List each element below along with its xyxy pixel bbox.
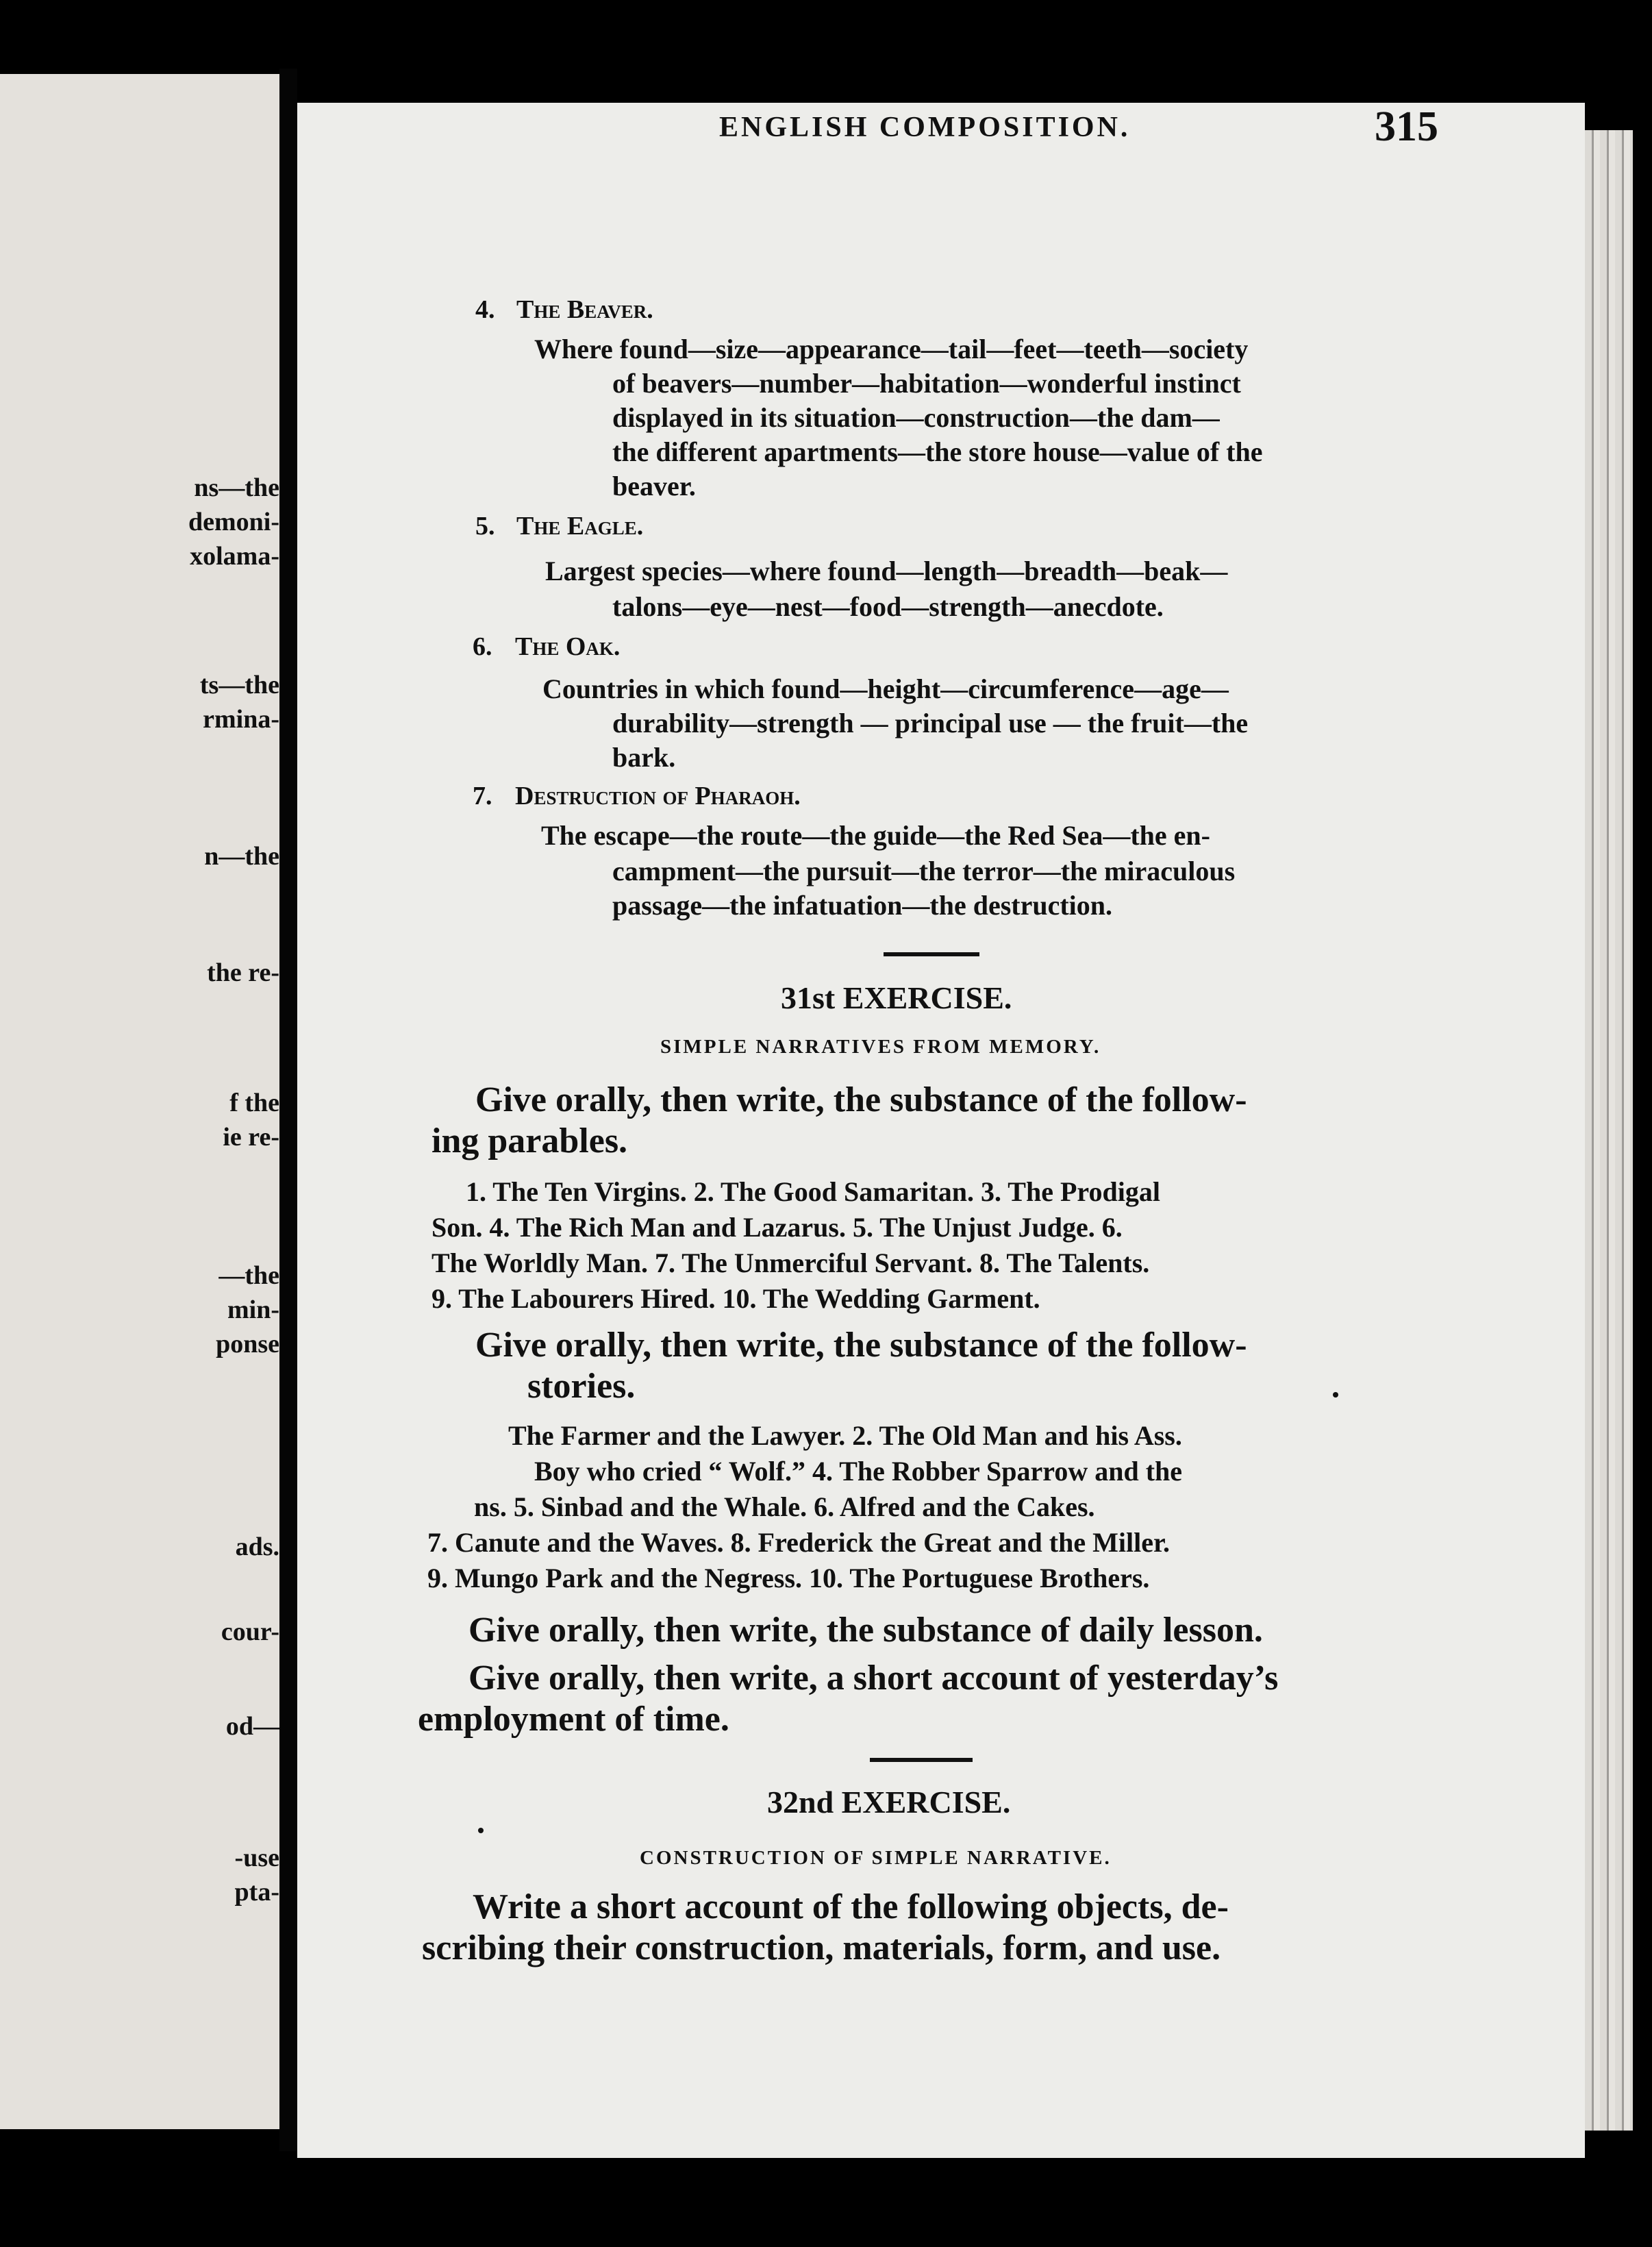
left-page-fragment: ads.: [235, 1532, 279, 1561]
topic-line: The escape—the route—the guide—the Red Sea—the en-: [541, 820, 1210, 851]
left-page-fragment: ponse: [216, 1330, 279, 1358]
left-facing-page: [0, 74, 279, 2129]
left-page-fragment: -use: [234, 1843, 279, 1872]
topic-line: of beavers—number—habitation—wonderful instinct: [612, 368, 1241, 399]
left-page-fragment: ts—the: [199, 671, 279, 699]
left-page-fragment: min-: [227, 1295, 279, 1324]
left-page-fragment: f the: [229, 1089, 279, 1117]
left-page-fragment: od—: [225, 1712, 279, 1741]
topic-line: campment—the pursuit—the terror—the miraculous: [612, 856, 1236, 886]
topic-line: Largest species—where found—length—breadth—beak—: [545, 556, 1228, 586]
topic-line: Where found—size—appearance—tail—feet—teeth—society: [534, 334, 1249, 364]
ink-speck: [478, 1828, 484, 1833]
left-page-fragment: cour-: [221, 1617, 279, 1646]
left-page-fragment: pta-: [234, 1878, 279, 1907]
ink-speck: [1333, 1392, 1338, 1398]
running-title: ENGLISH COMPOSITION.: [719, 112, 1131, 143]
topic-line: Countries in which found—height—circumference—age—: [542, 673, 1229, 704]
item-title: The Eagle.: [516, 512, 644, 541]
instruction-text: Give orally, then write, the substance of daily lesson.: [468, 1611, 1263, 1650]
story-list-line: Son. 4. The Rich Man and Lazarus. 5. The Unjust Judge. 6.: [431, 1212, 1123, 1243]
left-page-fragment: n—the: [204, 842, 279, 871]
page-number: 315: [1375, 103, 1438, 150]
story-list-line: 7. Canute and the Waves. 8. Frederick the Great and the Miller.: [427, 1527, 1171, 1558]
story-list-line: Boy who cried “ Wolf.” 4. The Robber Sparrow and the: [534, 1456, 1183, 1487]
story-list-line: 9. Mungo Park and the Negress. 10. The Portuguese Brothers.: [427, 1563, 1150, 1593]
left-page-fragment: demoni-: [188, 508, 279, 536]
instruction-text: scribing their construction, materials, form, and use.: [422, 1928, 1221, 1967]
exercise-subtitle: SIMPLE NARRATIVES FROM MEMORY.: [660, 1036, 1101, 1058]
item-number: 4.: [475, 295, 495, 324]
story-list-line: ns. 5. Sinbad and the Whale. 6. Alfred and the Cakes.: [474, 1491, 1095, 1522]
instruction-text: Give orally, then write, the substance of the follow-: [475, 1080, 1247, 1119]
left-page-fragment: ns—the: [194, 473, 279, 502]
topic-line: beaver.: [612, 471, 696, 501]
topic-line: bark.: [612, 742, 676, 773]
topic-line: talons—eye—nest—food—strength—anecdote.: [612, 591, 1164, 622]
topic-line: passage—the infatuation—the destruction.: [612, 890, 1113, 921]
topic-line: durability—strength — principal use — the fruit—the: [612, 708, 1249, 738]
left-page-fragment: xolama-: [190, 542, 279, 571]
instruction-text: Give orally, then write, a short account of yesterday’s: [468, 1659, 1279, 1698]
left-page-fragment: the re-: [207, 958, 279, 987]
book-gutter: [279, 69, 297, 2151]
item-number: 6.: [473, 632, 492, 661]
story-list-line: The Farmer and the Lawyer. 2. The Old Man and his Ass.: [508, 1420, 1182, 1451]
left-page-fragment: rmina-: [203, 705, 279, 734]
section-rule: [884, 952, 979, 956]
topic-line: displayed in its situation—construction—the dam—: [612, 402, 1220, 433]
instruction-text: ing parables.: [431, 1121, 628, 1160]
page-edges: [1585, 130, 1633, 2131]
topic-line: the different apartments—the store house—value of the: [612, 436, 1263, 467]
instruction-text: stories.: [527, 1367, 636, 1406]
exercise-title: 32nd EXERCISE.: [767, 1785, 1011, 1820]
item-number: 5.: [475, 512, 495, 541]
exercise-title: 31st EXERCISE.: [781, 980, 1012, 1015]
left-page-fragment: —the: [218, 1261, 279, 1290]
exercise-subtitle: CONSTRUCTION OF SIMPLE NARRATIVE.: [640, 1847, 1112, 1869]
story-list-line: 1. The Ten Virgins. 2. The Good Samaritan. 3. The Prodigal: [466, 1176, 1160, 1207]
section-rule: [870, 1758, 973, 1762]
item-number: 7.: [473, 782, 492, 810]
page-header: [411, 103, 1438, 150]
item-title: The Beaver.: [516, 295, 653, 324]
item-title: Destruction of Pharaoh.: [515, 782, 801, 810]
left-page-fragment: ie re-: [223, 1123, 279, 1152]
item-title: The Oak.: [515, 632, 621, 661]
instruction-text: employment of time.: [418, 1700, 729, 1739]
instruction-text: Write a short account of the following objects, de-: [473, 1887, 1229, 1926]
instruction-text: Give orally, then write, the substance of the follow-: [475, 1326, 1247, 1365]
story-list-line: 9. The Labourers Hired. 10. The Wedding Garment.: [431, 1283, 1040, 1314]
story-list-line: The Worldly Man. 7. The Unmerciful Servant. 8. The Talents.: [431, 1247, 1150, 1278]
